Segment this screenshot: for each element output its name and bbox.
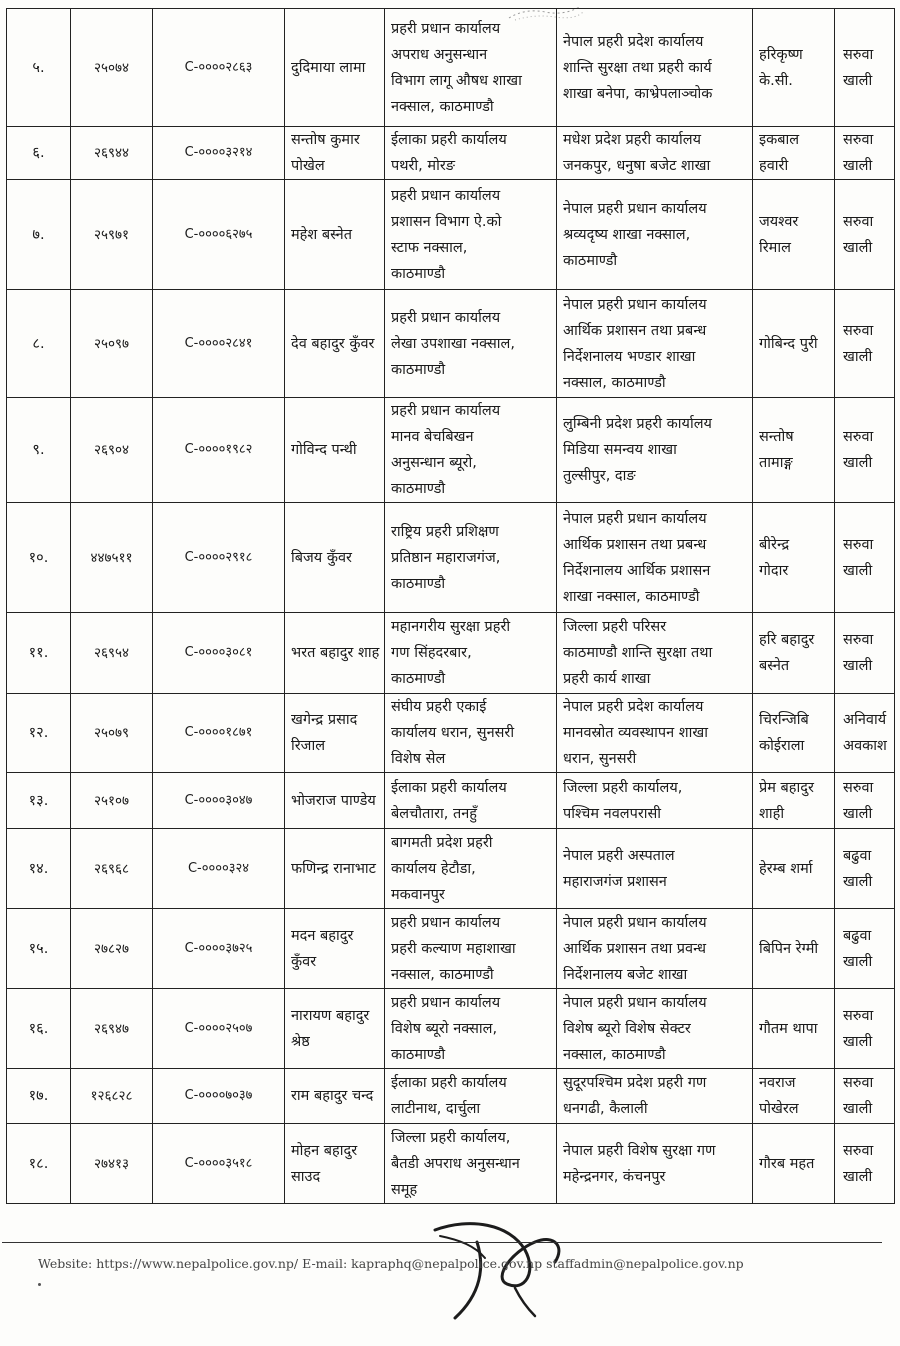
cell-line: देव बहादुर कुँवर xyxy=(291,335,375,352)
table-row xyxy=(7,694,895,773)
cell-line: कुँवर xyxy=(291,953,317,970)
transfer-office-cell xyxy=(557,127,753,180)
cell-line: विशेष सेल xyxy=(391,751,446,767)
code-number-cell: C-००००१९८२ xyxy=(153,398,285,503)
code-number-cell: C-००००१८७१ xyxy=(153,694,285,773)
cell-line: काठमाण्डौ xyxy=(391,1046,446,1063)
table-row xyxy=(7,989,895,1069)
replacement-cell xyxy=(753,989,835,1069)
cell-line: काठमाण्डौ xyxy=(391,265,446,282)
cell-line: शाही xyxy=(759,805,785,822)
cell-line: नक्साल, काठमाण्डौ xyxy=(391,98,494,115)
replacement-cell xyxy=(753,773,835,829)
employee-name-cell xyxy=(285,1124,385,1204)
employee-name-cell xyxy=(285,503,385,613)
serial-number-cell: ८. xyxy=(7,290,71,398)
cell-line: प्रहरी प्रधान कार्यालय xyxy=(391,309,501,326)
cell-line: पोखेरल xyxy=(759,1101,799,1117)
cell-line: नेपाल प्रहरी प्रधान कार्यालय xyxy=(563,994,707,1011)
cell-line: खाली xyxy=(843,455,873,471)
table-row xyxy=(7,180,895,290)
cell-line: लाटीनाथ, दार्चुला xyxy=(391,1101,481,1117)
cell-line: बढुवा xyxy=(843,847,872,864)
replacement-cell xyxy=(753,398,835,503)
cell-line: सरुवा xyxy=(843,322,874,339)
cell-line: धनगढी, कैलाली xyxy=(563,1101,648,1117)
replacement-cell xyxy=(753,829,835,909)
employee-name-cell xyxy=(285,9,385,127)
remarks-cell xyxy=(835,398,895,503)
cell-line: खाली xyxy=(843,348,873,365)
serial-number-cell: १०. xyxy=(7,503,71,613)
cell-line: बिजय कुँवर xyxy=(291,549,352,566)
code-number-cell: C-००००३०४७ xyxy=(153,773,285,829)
police-number-cell: २५०९७ xyxy=(71,290,153,398)
serial-number-cell: १३. xyxy=(7,773,71,829)
cell-line: विशेष ब्यूरो नक्साल, xyxy=(391,1020,498,1037)
cell-line: नक्साल, काठमाण्डौ xyxy=(563,1046,666,1063)
cell-line: पोखेल xyxy=(291,158,325,174)
replacement-cell xyxy=(753,127,835,180)
cell-line: नेपाल प्रहरी प्रदेश कार्यालय xyxy=(563,699,704,715)
cell-line: शाखा नक्साल, काठमाण्डौ xyxy=(563,588,700,605)
replacement-cell xyxy=(753,503,835,613)
employee-name-cell xyxy=(285,398,385,503)
cell-line: विभाग लागू औषध शाखा xyxy=(391,72,522,89)
employee-name-cell xyxy=(285,290,385,398)
cell-line: प्रहरी कार्य शाखा xyxy=(563,671,651,687)
employee-name-cell xyxy=(285,613,385,694)
replacement-cell xyxy=(753,694,835,773)
cell-line: राम बहादुर चन्द xyxy=(291,1088,374,1104)
current-office-cell xyxy=(385,398,557,503)
cell-line: पश्चिम नवलपरासी xyxy=(563,805,662,822)
cell-line: नेपाल प्रहरी विशेष सुरक्षा गण xyxy=(563,1142,716,1159)
code-number-cell: C-००००२५०७ xyxy=(153,989,285,1069)
transfer-office-cell xyxy=(557,989,753,1069)
cell-line: फणिन्द्र रानाभाट xyxy=(291,860,376,877)
cell-line: गोविन्द पन्थी xyxy=(291,442,357,458)
footer-rule xyxy=(2,1242,882,1243)
cell-line: आर्थिक प्रशासन तथा प्रबन्ध xyxy=(563,322,707,339)
cell-line: सरुवा xyxy=(843,1007,874,1024)
cell-line: महाराजगंज प्रशासन xyxy=(563,873,667,890)
current-office-cell xyxy=(385,290,557,398)
cell-line: हरि बहादुर xyxy=(759,632,815,648)
cell-line: अनिवार्य xyxy=(843,712,887,728)
cell-line: सन्तोष कुमार xyxy=(291,132,360,148)
serial-number-cell: ७. xyxy=(7,180,71,290)
police-number-cell: २५९७१ xyxy=(71,180,153,290)
cell-line: समूह xyxy=(391,1181,418,1198)
cell-line: रिमाल xyxy=(759,239,791,256)
cell-line: निर्देशनालय आर्थिक प्रशासन xyxy=(563,562,711,579)
cell-line: बैतडी अपराध अनुसन्धान xyxy=(391,1155,520,1172)
cell-line: श्रेष्ठ xyxy=(291,1033,310,1050)
code-number-cell: C-००००३७२५ xyxy=(153,909,285,989)
police-number-cell: २६९४७ xyxy=(71,989,153,1069)
cell-line: नेपाल प्रहरी प्रधान कार्यालय xyxy=(563,914,707,931)
current-office-cell xyxy=(385,180,557,290)
remarks-cell xyxy=(835,1069,895,1124)
cell-line: प्रहरी प्रधान कार्यालय xyxy=(391,403,501,419)
cell-line: अनुसन्धान ब्यूरो, xyxy=(391,455,477,471)
current-office-cell xyxy=(385,503,557,613)
cell-line: हवारी xyxy=(759,158,789,174)
replacement-cell xyxy=(753,1124,835,1204)
code-number-cell: C-००००२८६३ xyxy=(153,9,285,127)
cell-line: सरुवा xyxy=(843,536,874,553)
code-number-cell: C-००००७०३७ xyxy=(153,1069,285,1124)
police-number-cell: २६९६८ xyxy=(71,829,153,909)
cell-line: आर्थिक प्रशासन तथा प्रबन्ध xyxy=(563,536,707,553)
cell-line: ईलाका प्रहरी कार्यालय xyxy=(391,132,507,148)
transfer-office-cell xyxy=(557,290,753,398)
cell-line: नक्साल, काठमाण्डौ xyxy=(563,374,666,391)
cell-line: मकवानपुर xyxy=(391,886,445,903)
cell-line: संघीय प्रहरी एकाई xyxy=(391,699,487,715)
cell-line: नेपाल प्रहरी अस्पताल xyxy=(563,847,675,864)
cell-line: के.सी. xyxy=(759,72,793,89)
cell-line: नारायण बहादुर xyxy=(291,1007,370,1024)
cell-line: हेरम्ब शर्मा xyxy=(759,860,813,877)
current-office-cell xyxy=(385,1069,557,1124)
employee-name-cell xyxy=(285,694,385,773)
table-row xyxy=(7,127,895,180)
serial-number-cell: १७. xyxy=(7,1069,71,1124)
current-office-cell xyxy=(385,829,557,909)
code-number-cell: C-००००२८४१ xyxy=(153,290,285,398)
cell-line: नेपाल प्रहरी प्रदेश कार्यालय xyxy=(563,33,704,50)
footer-contact: Website: https://www.nepalpolice.gov.np/ E-mail: kapraphq@nepalpolice.gov.np staffadmin@nepalpolice.gov.np xyxy=(38,1256,744,1271)
transfer-office-cell xyxy=(557,398,753,503)
cell-line: विशेष ब्यूरो विशेष सेक्टर xyxy=(563,1020,691,1037)
cell-line: सरुवा xyxy=(843,1075,874,1091)
police-number-cell: ४४७५११ xyxy=(71,503,153,613)
cell-line: चिरन्जिबि xyxy=(759,712,809,728)
cell-line: गौरब महत xyxy=(759,1155,815,1172)
cell-line: नेपाल प्रहरी प्रधान कार्यालय xyxy=(563,200,707,217)
footer-dot xyxy=(38,1283,41,1286)
cell-line: बेलचौतारा, तनहुँ xyxy=(391,805,478,822)
cell-line: काठमाण्डौ शान्ति सुरक्षा तथा xyxy=(563,645,713,661)
employee-name-cell xyxy=(285,1069,385,1124)
table-row xyxy=(7,1069,895,1124)
employee-name-cell xyxy=(285,773,385,829)
cell-line: सुदूरपश्चिम प्रदेश प्रहरी गण xyxy=(563,1075,707,1091)
cell-line: निर्देशनालय बजेट शाखा xyxy=(563,966,688,983)
cell-line: खाली xyxy=(843,72,873,89)
serial-number-cell: १४. xyxy=(7,829,71,909)
cell-line: मोहन बहादुर xyxy=(291,1142,358,1159)
remarks-cell xyxy=(835,613,895,694)
table-row xyxy=(7,773,895,829)
cell-line: बस्नेत xyxy=(759,658,790,674)
cell-line: काठमाण्डौ xyxy=(391,361,446,378)
serial-number-cell: ११. xyxy=(7,613,71,694)
serial-number-cell: १२. xyxy=(7,694,71,773)
cell-line: खाली xyxy=(843,158,873,174)
cell-line: बिपिन रेग्मी xyxy=(759,940,819,957)
police-number-cell: २६९४४ xyxy=(71,127,153,180)
code-number-cell: C-००००३२४ xyxy=(153,829,285,909)
cell-line: सरुवा xyxy=(843,1142,874,1159)
remarks-cell xyxy=(835,503,895,613)
transfer-office-cell xyxy=(557,694,753,773)
cell-line: जनकपुर, धनुषा बजेट शाखा xyxy=(563,158,711,174)
cell-line: सरुवा xyxy=(843,46,874,63)
transfer-office-cell xyxy=(557,773,753,829)
table-row xyxy=(7,290,895,398)
cell-line: सरुवा xyxy=(843,429,874,445)
cell-line: खाली xyxy=(843,658,873,674)
current-office-cell xyxy=(385,9,557,127)
police-number-cell: २७८२७ xyxy=(71,909,153,989)
table-row xyxy=(7,829,895,909)
cell-line: खगेन्द्र प्रसाद xyxy=(291,712,358,728)
serial-number-cell: १८. xyxy=(7,1124,71,1204)
cell-line: अपराध अनुसन्धान xyxy=(391,46,488,63)
table-row xyxy=(7,9,895,127)
cell-line: खाली xyxy=(843,805,873,822)
code-number-cell: C-००००३२१४ xyxy=(153,127,285,180)
cell-line: लुम्बिनी प्रदेश प्रहरी कार्यालय xyxy=(563,416,712,432)
cell-line: मानव बेचबिखन xyxy=(391,429,474,445)
cell-line: नेपाल प्रहरी प्रधान कार्यालय xyxy=(563,296,707,313)
cell-line: प्रहरी प्रधान कार्यालय xyxy=(391,994,501,1011)
cell-line: जिल्ला प्रहरी कार्यालय, xyxy=(391,1129,511,1146)
remarks-cell xyxy=(835,9,895,127)
replacement-cell xyxy=(753,1069,835,1124)
remarks-cell xyxy=(835,694,895,773)
police-number-cell: २५१०७ xyxy=(71,773,153,829)
cell-line: ईलाका प्रहरी कार्यालय xyxy=(391,779,507,796)
cell-line: भोजराज पाण्डेय xyxy=(291,792,376,809)
cell-line: सरुवा xyxy=(843,213,874,230)
code-number-cell: C-००००३५१८ xyxy=(153,1124,285,1204)
cell-line: रिजाल xyxy=(291,738,326,754)
cell-line: निर्देशनालय भण्डार शाखा xyxy=(563,348,696,365)
cell-line: गौतम थापा xyxy=(759,1020,818,1037)
cell-line: खाली xyxy=(843,1101,873,1117)
cell-line: इकबाल xyxy=(759,132,800,148)
police-number-cell: २६९५४ xyxy=(71,613,153,694)
transfer-office-cell xyxy=(557,180,753,290)
cell-line: प्रहरी प्रधान कार्यालय xyxy=(391,20,501,37)
police-number-cell: २५०७४ xyxy=(71,9,153,127)
cell-line: काठमाण्डौ xyxy=(391,481,446,497)
cell-line: नवराज xyxy=(759,1075,796,1091)
remarks-cell xyxy=(835,909,895,989)
cell-line: काठमाण्डौ xyxy=(563,252,618,269)
cell-line: जिल्ला प्रहरी कार्यालय, xyxy=(563,779,683,796)
police-number-cell: २७४१३ xyxy=(71,1124,153,1204)
replacement-cell xyxy=(753,909,835,989)
transfer-office-cell xyxy=(557,829,753,909)
cell-line: तामाङ्ग xyxy=(759,455,793,471)
remarks-cell xyxy=(835,989,895,1069)
cell-line: प्रेम बहादुर xyxy=(759,779,814,796)
cell-line: महानगरीय सुरक्षा प्रहरी xyxy=(391,619,511,635)
current-office-cell xyxy=(385,613,557,694)
cell-line: सरुवा xyxy=(843,779,874,796)
replacement-cell xyxy=(753,180,835,290)
remarks-cell xyxy=(835,290,895,398)
police-number-cell: १२६८२८ xyxy=(71,1069,153,1124)
cell-line: बीरेन्द्र xyxy=(759,536,790,553)
cell-line: धरान, सुनसरी xyxy=(563,751,637,767)
cell-line: गोबिन्द पुरी xyxy=(759,335,818,352)
serial-number-cell: १५. xyxy=(7,909,71,989)
cell-line: मधेश प्रदेश प्रहरी कार्यालय xyxy=(563,132,702,148)
cell-line: मिडिया समन्वय शाखा xyxy=(563,442,677,458)
serial-number-cell: ६. xyxy=(7,127,71,180)
cell-line: प्रशासन विभाग ऐ.को xyxy=(391,213,502,230)
transfer-office-cell xyxy=(557,613,753,694)
serial-number-cell: १६. xyxy=(7,989,71,1069)
cell-line: खाली xyxy=(843,239,873,256)
replacement-cell xyxy=(753,290,835,398)
remarks-cell xyxy=(835,180,895,290)
cell-line: साउद xyxy=(291,1168,321,1185)
employee-name-cell xyxy=(285,829,385,909)
code-number-cell: C-००००६२७५ xyxy=(153,180,285,290)
police-number-cell: २५०७९ xyxy=(71,694,153,773)
table-body xyxy=(7,9,895,1204)
transfer-office-cell xyxy=(557,909,753,989)
employee-name-cell xyxy=(285,127,385,180)
cell-line: काठमाण्डौ xyxy=(391,671,446,687)
table-row xyxy=(7,613,895,694)
transfer-table xyxy=(6,8,895,1204)
cell-line: अवकाश xyxy=(843,738,887,754)
employee-name-cell xyxy=(285,989,385,1069)
table-row xyxy=(7,909,895,989)
police-number-cell: २६९०४ xyxy=(71,398,153,503)
cell-line: महेन्द्रनगर, कंचनपुर xyxy=(563,1168,666,1185)
transfer-office-cell xyxy=(557,1069,753,1124)
cell-line: दुदिमाया लामा xyxy=(291,59,366,76)
cell-line: हरिकृष्ण xyxy=(759,46,803,63)
current-office-cell xyxy=(385,127,557,180)
cell-line: प्रहरी प्रधान कार्यालय xyxy=(391,187,501,204)
cell-line: कोईराला xyxy=(759,738,805,754)
cell-line: गोदार xyxy=(759,562,789,579)
cell-line: स्टाफ नक्साल, xyxy=(391,239,468,256)
cell-line: खाली xyxy=(843,873,873,890)
cell-line: सरुवा xyxy=(843,132,874,148)
remarks-cell xyxy=(835,1124,895,1204)
code-number-cell: C-००००३०८१ xyxy=(153,613,285,694)
cell-line: भरत बहादुर शाह xyxy=(291,645,380,661)
cell-line: प्रहरी प्रधान कार्यालय xyxy=(391,914,501,931)
cell-line: आर्थिक प्रशासन तथा प्रवन्ध xyxy=(563,940,707,957)
cell-line: शान्ति सुरक्षा तथा प्रहरी कार्य xyxy=(563,59,712,76)
current-office-cell xyxy=(385,1124,557,1204)
table-row xyxy=(7,398,895,503)
cell-line: सन्तोष xyxy=(759,429,794,445)
employee-name-cell xyxy=(285,180,385,290)
cell-line: श्रव्यदृष्य शाखा नक्साल, xyxy=(563,226,691,243)
remarks-cell xyxy=(835,829,895,909)
employee-name-cell xyxy=(285,909,385,989)
serial-number-cell: ५. xyxy=(7,9,71,127)
cell-line: राष्ट्रिय प्रहरी प्रशिक्षण xyxy=(391,523,499,540)
cell-line: सरुवा xyxy=(843,632,874,648)
remarks-cell xyxy=(835,127,895,180)
cell-line: कार्यालय धरान, सुनसरी xyxy=(391,725,515,741)
current-office-cell xyxy=(385,694,557,773)
cell-line: प्रतिष्ठान महाराजगंज, xyxy=(391,549,501,566)
cell-line: कार्यालय हेटौडा, xyxy=(391,860,476,877)
cell-line: बढुवा xyxy=(843,927,872,944)
cell-line: काठमाण्डौ xyxy=(391,575,446,592)
code-number-cell: C-००००२९१८ xyxy=(153,503,285,613)
cell-line: जयश्वर xyxy=(759,213,799,230)
transfer-office-cell xyxy=(557,9,753,127)
cell-line: खाली xyxy=(843,1168,873,1185)
cell-line: प्रहरी कल्याण महाशाखा xyxy=(391,940,516,957)
transfer-office-cell xyxy=(557,1124,753,1204)
cell-line: महेश बस्नेत xyxy=(291,226,352,243)
cell-line: शाखा बनेपा, काभ्रेपलाञ्चोक xyxy=(563,85,713,102)
table-row xyxy=(7,503,895,613)
current-office-cell xyxy=(385,909,557,989)
cell-line: खाली xyxy=(843,562,873,579)
cell-line: लेखा उपशाखा नक्साल, xyxy=(391,335,515,352)
cell-line: पथरी, मोरङ xyxy=(391,158,455,174)
cell-line: मानवस्रोत व्यवस्थापन शाखा xyxy=(563,725,709,741)
cell-line: नक्साल, काठमाण्डौ xyxy=(391,966,494,983)
cell-line: गण सिंहदरबार, xyxy=(391,645,472,661)
cell-line: मदन बहादुर xyxy=(291,927,354,944)
cell-line: जिल्ला प्रहरी परिसर xyxy=(563,619,667,635)
transfer-office-cell xyxy=(557,503,753,613)
cell-line: ईलाका प्रहरी कार्यालय xyxy=(391,1075,507,1091)
cell-line: खाली xyxy=(843,1033,873,1050)
cell-line: नेपाल प्रहरी प्रधान कार्यालय xyxy=(563,510,707,527)
table-row xyxy=(7,1124,895,1204)
replacement-cell xyxy=(753,9,835,127)
current-office-cell xyxy=(385,989,557,1069)
serial-number-cell: ९. xyxy=(7,398,71,503)
cell-line: तुल्सीपुर, दाङ xyxy=(563,468,636,484)
replacement-cell xyxy=(753,613,835,694)
cell-line: बागमती प्रदेश प्रहरी xyxy=(391,834,493,851)
current-office-cell xyxy=(385,773,557,829)
cell-line: खाली xyxy=(843,953,873,970)
remarks-cell xyxy=(835,773,895,829)
